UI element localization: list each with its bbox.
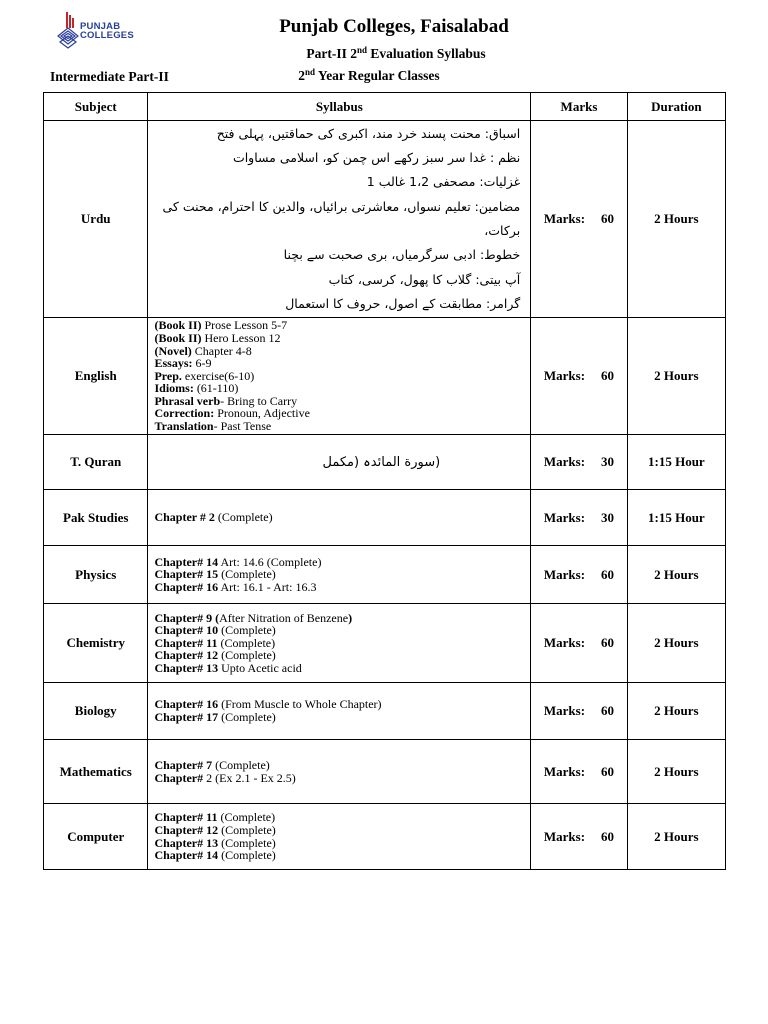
col-header-marks: Marks bbox=[531, 93, 628, 121]
marks-value: 60 bbox=[601, 635, 615, 650]
subject-cell: T. Quran bbox=[44, 435, 148, 490]
syllabus-line-text: Art: 14.6 (Complete) bbox=[218, 554, 322, 569]
duration-cell: 2 Hours bbox=[627, 683, 725, 740]
duration-cell: 1:15 Hour bbox=[627, 490, 725, 546]
marks-value: 60 bbox=[601, 763, 615, 779]
syllabus-line-text: (Complete) bbox=[218, 848, 276, 863]
syllabus-line-text: exercise(6-10) bbox=[181, 368, 255, 383]
syllabus-line-text: (Complete) bbox=[218, 623, 276, 638]
marks-label: Marks: bbox=[543, 454, 586, 469]
syllabus-line-bold: Chapter# 12 bbox=[154, 822, 219, 837]
syllabus-table bbox=[43, 92, 726, 870]
marks-cell bbox=[531, 804, 628, 870]
duration-cell: 2 Hours bbox=[627, 740, 725, 804]
duration-cell: 2 Hours bbox=[627, 318, 725, 435]
syllabus-line-bold-tail: ) bbox=[348, 610, 353, 625]
table-row bbox=[44, 121, 726, 318]
subject-cell: Pak Studies bbox=[44, 490, 148, 546]
marks-cell bbox=[531, 604, 628, 683]
syllabus-cell bbox=[148, 804, 531, 870]
syllabus-line-bold: Chapter # 2 bbox=[154, 510, 215, 525]
subtitle-sup: nd bbox=[357, 45, 368, 55]
duration-cell: 1:15 Hour bbox=[627, 435, 725, 490]
subject-cell: Urdu bbox=[44, 121, 148, 318]
marks-label: Marks: bbox=[543, 211, 586, 226]
syllabus-cell bbox=[148, 318, 531, 435]
subtitle-pre: Part-II 2 bbox=[306, 46, 358, 61]
syllabus-line-bold: Idioms: bbox=[154, 381, 194, 396]
class-sup: nd bbox=[305, 67, 316, 77]
syllabus-line-text: - Past Tense bbox=[213, 419, 272, 434]
syllabus-line-text: 2 (Ex 2.1 - Ex 2.5) bbox=[203, 770, 296, 785]
syllabus-line-text: Upto Acetic acid bbox=[218, 660, 302, 675]
syllabus-line-text: Pronoun, Adjective bbox=[214, 406, 310, 421]
evaluation-subtitle bbox=[12, 46, 768, 62]
syllabus-cell bbox=[148, 490, 531, 546]
urdu-syllabus-line: گرامر: مطابقت کے اصول، حروف کا استعمال bbox=[285, 295, 521, 311]
syllabus-line bbox=[154, 849, 530, 862]
syllabus-line-bold: Prep. bbox=[154, 368, 182, 383]
marks-label: Marks: bbox=[543, 703, 586, 718]
marks-cell bbox=[531, 490, 628, 546]
syllabus-line-bold: Chapter# 14 bbox=[154, 848, 219, 863]
subject-cell: Mathematics bbox=[44, 740, 148, 804]
logo-line-2: COLLEGES bbox=[80, 30, 134, 41]
syllabus-line-text: (Complete) bbox=[218, 822, 276, 837]
syllabus-line-text: - Bring to Carry bbox=[220, 393, 298, 408]
syllabus-line-bold: Chapter# bbox=[154, 770, 204, 785]
syllabus-line-bold: Chapter# 17 bbox=[154, 710, 219, 724]
syllabus-line-bold: Chapter# 10 bbox=[154, 623, 219, 638]
table-row bbox=[44, 546, 726, 604]
syllabus-line-text: Prose Lesson 5-7 bbox=[201, 318, 288, 333]
table-row bbox=[44, 435, 726, 490]
table-row bbox=[44, 490, 726, 546]
marks-label: Marks: bbox=[543, 828, 586, 844]
syllabus-line bbox=[154, 511, 530, 524]
syllabus-line-bold: Chapter# 7 bbox=[154, 757, 213, 772]
syllabus-line-text: (Complete) bbox=[214, 510, 273, 525]
marks-label: Marks: bbox=[543, 368, 586, 383]
syllabus-line-text: After Nitration of Benzene bbox=[219, 610, 349, 625]
syllabus-line bbox=[154, 581, 530, 594]
marks-cell bbox=[531, 318, 628, 435]
col-header-duration: Duration bbox=[627, 93, 725, 121]
urdu-syllabus-line: خطوط: ادبی سرگرمیاں، بری صحبت سے بچنا bbox=[283, 247, 521, 263]
urdu-syllabus-line: آپ بیتی: گلاب کا پھول، کرسی، کتاب bbox=[328, 271, 521, 287]
syllabus-line-text: (Complete) bbox=[217, 635, 276, 650]
syllabus-line-bold: Chapter# 9 ( bbox=[154, 610, 220, 625]
col-header-subject: Subject bbox=[44, 93, 148, 121]
header-row bbox=[44, 93, 726, 121]
marks-value: 30 bbox=[601, 454, 615, 469]
level-label: Intermediate Part-II bbox=[50, 69, 169, 84]
marks-cell bbox=[531, 683, 628, 740]
syllabus-line-text: (Complete) bbox=[218, 710, 276, 724]
syllabus-cell bbox=[148, 740, 531, 804]
urdu-syllabus-line: نظم : غدا سر سبز رکھے اس چمن کو، اسلامی مساوات bbox=[232, 150, 521, 166]
marks-label: Marks: bbox=[543, 635, 586, 650]
syllabus-line-text: (61-110) bbox=[193, 381, 239, 396]
syllabus-line-text: (Complete) bbox=[218, 567, 276, 582]
table-body bbox=[44, 121, 726, 870]
syllabus-cell bbox=[148, 604, 531, 683]
syllabus-line bbox=[154, 662, 530, 675]
marks-label: Marks: bbox=[543, 509, 586, 525]
table-row bbox=[44, 604, 726, 683]
marks-value: 60 bbox=[601, 368, 615, 383]
marks-label: Marks: bbox=[543, 763, 586, 779]
urdu-syllabus-line: اسباق: محنت پسند خرد مند، اکبری کی حماقتیں، پہلی فتح bbox=[216, 125, 521, 141]
marks-value: 60 bbox=[601, 703, 615, 718]
subject-cell: Physics bbox=[44, 546, 148, 604]
marks-cell bbox=[531, 740, 628, 804]
marks-label: Marks: bbox=[543, 566, 586, 582]
syllabus-line-bold: Phrasal verb bbox=[154, 393, 221, 408]
page-title: Punjab Colleges, Faisalabad bbox=[279, 16, 509, 37]
syllabus-line-text: Art: 16.1 - Art: 16.3 bbox=[218, 579, 317, 594]
marks-value: 60 bbox=[601, 566, 615, 582]
syllabus-cell bbox=[148, 121, 531, 318]
syllabus-line-bold: Chapter# 12 bbox=[154, 648, 219, 663]
marks-value: 30 bbox=[601, 509, 615, 525]
urdu-syllabus-line: مضامین: تعلیم نسواں، معاشرتی برائیاں، والدین کا احترام، محنت کی برکات، bbox=[162, 198, 521, 238]
syllabus-line-bold: Chapter# 13 bbox=[154, 660, 219, 675]
marks-cell bbox=[531, 546, 628, 604]
marks-cell bbox=[531, 121, 628, 318]
subject-cell: English bbox=[44, 318, 148, 435]
marks-cell bbox=[531, 435, 628, 490]
syllabus-line-text: (Complete) bbox=[212, 757, 270, 772]
syllabus-line-bold: (Book II) bbox=[154, 330, 202, 345]
syllabus-line-bold: Chapter# 15 bbox=[154, 567, 219, 582]
marks-value: 60 bbox=[601, 211, 615, 226]
syllabus-line-bold: Chapter# 11 bbox=[154, 635, 218, 650]
duration-cell: 2 Hours bbox=[627, 804, 725, 870]
syllabus-line-text: Hero Lesson 12 bbox=[201, 330, 281, 345]
syllabus-line-bold: Correction: bbox=[154, 406, 215, 421]
syllabus-line-text: (From Muscle to Whole Chapter) bbox=[218, 697, 382, 712]
syllabus-line bbox=[154, 772, 530, 785]
duration-cell: 2 Hours bbox=[627, 546, 725, 604]
syllabus-line-text: (Complete) bbox=[218, 648, 276, 663]
marks-value: 60 bbox=[601, 828, 615, 844]
syllabus-line-text: (Complete) bbox=[217, 810, 276, 825]
subtitle-post: Evaluation Syllabus bbox=[367, 46, 486, 61]
syllabus-cell: (سورة المائدہ (مکمل bbox=[148, 435, 531, 490]
syllabus-line-bold: Essays: bbox=[154, 356, 193, 371]
duration-cell: 2 Hours bbox=[627, 121, 725, 318]
table-row bbox=[44, 683, 726, 740]
subject-cell: Biology bbox=[44, 683, 148, 740]
syllabus-line-bold: (Book II) bbox=[154, 318, 202, 333]
syllabus-line bbox=[154, 711, 530, 724]
syllabus-line-bold: (Novel) bbox=[154, 343, 192, 358]
syllabus-line-bold: Chapter# 13 bbox=[154, 835, 219, 850]
col-header-syllabus: Syllabus bbox=[148, 93, 531, 121]
table-row bbox=[44, 318, 726, 435]
subject-cell: Chemistry bbox=[44, 604, 148, 683]
class-post: Year Regular Classes bbox=[315, 68, 440, 83]
syllabus-line-bold: Chapter# 16 bbox=[154, 697, 219, 712]
syllabus-line-bold: Chapter# 11 bbox=[154, 810, 218, 825]
logo-line-1: PUNJAB bbox=[80, 21, 121, 32]
syllabus-cell bbox=[148, 546, 531, 604]
subject-cell: Computer bbox=[44, 804, 148, 870]
class-pre: 2 bbox=[298, 68, 306, 83]
syllabus-line-text: 6-9 bbox=[192, 356, 212, 371]
syllabus-line-bold: Chapter# 16 bbox=[154, 579, 219, 594]
syllabus-line-text: Chapter 4-8 bbox=[191, 343, 252, 358]
syllabus-line-bold: Chapter# 14 bbox=[154, 554, 219, 569]
syllabus-line-text: (Complete) bbox=[218, 835, 276, 850]
duration-cell: 2 Hours bbox=[627, 604, 725, 683]
table-row bbox=[44, 740, 726, 804]
syllabus-cell bbox=[148, 683, 531, 740]
syllabus-line bbox=[154, 420, 530, 433]
syllabus-line-bold: Translation bbox=[154, 419, 214, 434]
table-row bbox=[44, 804, 726, 870]
urdu-syllabus-line: غزلیات: مصحفی 1،2 غالب 1 bbox=[366, 174, 521, 190]
